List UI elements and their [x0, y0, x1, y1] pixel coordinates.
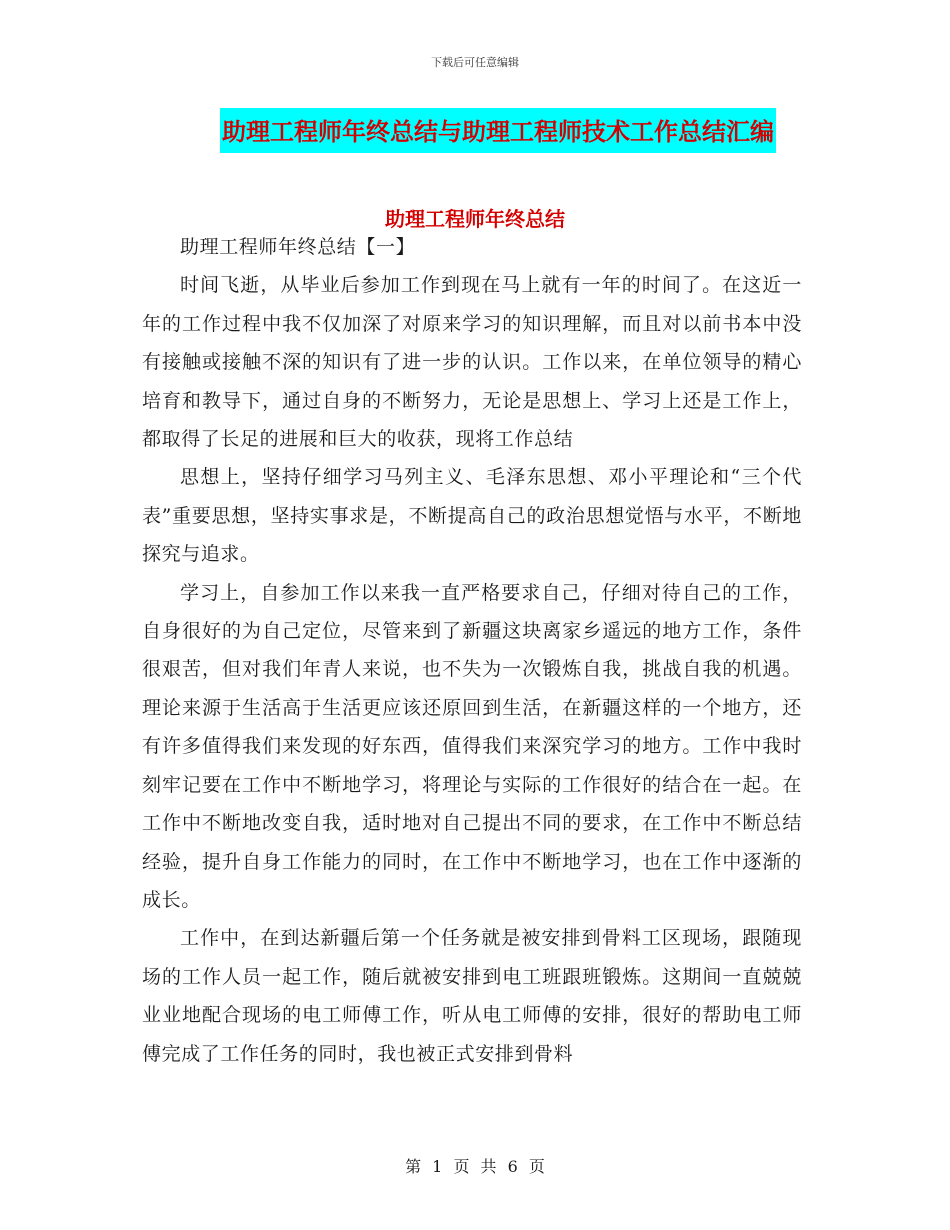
section-title: 助理工程师年终总结: [385, 207, 565, 231]
header-note: 下载后可任意编辑: [431, 56, 519, 69]
main-title-wrap: [0, 108, 950, 153]
paragraph: 学习上，自参加工作以来我一直严格要求自己，仔细对待自己的工作，自身很好的为自己定位，尽管来到了新疆这块离家乡遥远的地方工作，条件很艰苦，但对我们年青人来说，也不失为一次锻炼自我，挑战自我的机遇。理论来源于生活高于生活更应该还原回到生活，在新疆这样的一个地方，还有许多值得我们来发现的好东西，值得我们来深究学习的地方。工作中我时刻牢记要在工作中不断地学习，将理论与实际的工作很好的结合在一起。在工作中不断地改变自我，适时地对自己提出不同的要求，在工作中不断总结经验，提升自身工作能力的同时，在工作中不断地学习，也在工作中逐渐的成长。: [142, 581, 802, 911]
paragraph: 时间飞逝，从毕业后参加工作到现在马上就有一年的时间了。在这近一年的工作过程中我不仅加深了对原来学习的知识理解，而且对以前书本中没有接触或接触不深的知识有了进一步的认识。工作以来，在单位领导的精心培育和教导下，通过自身的不断努力，无论是思想上、学习上还是工作上，都取得了长足的进展和巨大的收获，现将工作总结: [142, 274, 802, 451]
main-title: 助理工程师年终总结与助理工程师技术工作总结汇编: [220, 108, 776, 153]
page-footer: 第 1 页 共 6 页: [405, 1157, 545, 1176]
document-body: [142, 218, 802, 1073]
paragraph-subheading: 助理工程师年终总结【一】: [180, 236, 416, 258]
paragraph: 工作中，在到达新疆后第一个任务就是被安排到骨料工区现场，跟随现场的工作人员一起工作，随后就被安排到电工班跟班锻炼。这期间一直兢兢业业地配合现场的电工师傅工作，听从电工师傅的安排，很好的帮助电工师傅完成了工作任务的同时，我也被正式安排到骨料: [142, 927, 802, 1065]
paragraph: 思想上，坚持仔细学习马列主义、毛泽东思想、邓小平理论和“三个代表”重要思想，坚持实事求是，不断提高自己的政治思想觉悟与水平，不断地探究与追求。: [142, 466, 802, 566]
